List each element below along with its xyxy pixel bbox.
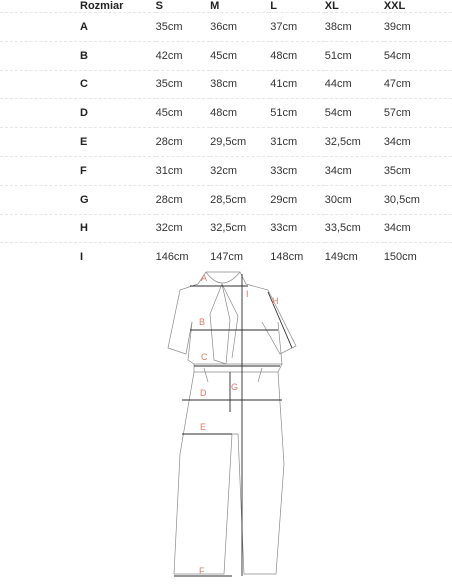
- cell-s: 146cm: [156, 243, 211, 271]
- table-row: [0, 70, 452, 99]
- cell-xxl: 34cm: [384, 128, 452, 157]
- column-header-l: L: [270, 0, 277, 12]
- cell-xl: 34cm: [325, 156, 384, 185]
- column-header-xxl: XXL: [383, 0, 406, 12]
- cell-xl: 44cm: [325, 70, 384, 99]
- table-row: [0, 128, 452, 157]
- garment-outline: [168, 272, 296, 574]
- cell-xl: 54cm: [325, 99, 384, 128]
- label-e: E: [200, 422, 207, 432]
- cell-m: 147cm: [210, 243, 270, 271]
- cell-xxl: 54cm: [384, 41, 452, 70]
- cell-xl: 51cm: [325, 41, 384, 70]
- cell-l: 31cm: [270, 128, 325, 157]
- dress-measurement-diagram: [0, 264, 452, 584]
- cell-s: 35cm: [156, 70, 211, 99]
- table-row: [0, 185, 452, 214]
- cell-s: 28cm: [156, 128, 211, 157]
- cell-m: 48cm: [210, 99, 270, 128]
- cell-m: 36cm: [210, 13, 270, 42]
- cell-l: 33cm: [270, 156, 325, 185]
- measurement-lines: [174, 274, 292, 576]
- cell-l: 48cm: [270, 41, 325, 70]
- table-row: [0, 41, 452, 70]
- cell-l: 37cm: [270, 13, 325, 42]
- cell-s: 31cm: [156, 156, 211, 185]
- cell-xxl: 35cm: [384, 156, 452, 185]
- row-measure-key: B: [0, 41, 156, 70]
- pocket-lines: [204, 368, 262, 382]
- cell-xl: 149cm: [325, 243, 384, 271]
- cell-l: 51cm: [270, 99, 325, 128]
- size-chart-table: [0, 0, 452, 271]
- waistband-outline: [194, 364, 282, 372]
- cell-s: 35cm: [156, 13, 211, 42]
- label-a: A: [201, 273, 208, 283]
- measurement-labels: [199, 273, 279, 576]
- cell-s: 32cm: [156, 214, 211, 243]
- cell-l: 148cm: [270, 243, 325, 271]
- table-row: [0, 13, 452, 42]
- cell-xxl: 39cm: [384, 13, 452, 42]
- left-sleeve-outline: [168, 284, 198, 354]
- cell-xl: 30cm: [325, 185, 384, 214]
- cell-m: 45cm: [210, 41, 270, 70]
- column-header-size: Rozmiar: [80, 0, 124, 12]
- right-sleeve-outline: [246, 284, 296, 354]
- cell-s: 28cm: [156, 185, 211, 214]
- right-leg-outline: [232, 372, 284, 574]
- row-measure-key: F: [0, 156, 156, 185]
- left-leg-outline: [174, 372, 232, 574]
- cell-m: 28,5cm: [210, 185, 270, 214]
- cell-s: 42cm: [156, 41, 211, 70]
- row-measure-key: I: [0, 243, 156, 271]
- cell-s: 45cm: [156, 99, 211, 128]
- table-row: [0, 156, 452, 185]
- label-h: H: [272, 296, 279, 306]
- cell-xl: 33,5cm: [325, 214, 384, 243]
- label-f: F: [199, 566, 205, 576]
- label-c: C: [201, 352, 208, 362]
- label-g: G: [231, 382, 239, 392]
- label-i: I: [246, 289, 249, 299]
- column-header-s: S: [155, 0, 163, 12]
- row-measure-key: C: [0, 70, 156, 99]
- table-row: [0, 214, 452, 243]
- cell-xxl: 57cm: [384, 99, 452, 128]
- cell-l: 41cm: [270, 70, 325, 99]
- cell-m: 32,5cm: [210, 214, 270, 243]
- cell-xxl: 47cm: [384, 70, 452, 99]
- cell-l: 29cm: [270, 185, 325, 214]
- row-measure-key: G: [0, 185, 156, 214]
- cell-xl: 38cm: [325, 13, 384, 42]
- cell-xxl: 150cm: [384, 243, 452, 271]
- cell-xxl: 30,5cm: [384, 185, 452, 214]
- cell-xxl: 34cm: [384, 214, 452, 243]
- cell-l: 33cm: [270, 214, 325, 243]
- neckline-curve: [206, 272, 240, 283]
- cell-m: 38cm: [210, 70, 270, 99]
- row-measure-key: H: [0, 214, 156, 243]
- row-measure-key: A: [0, 13, 156, 42]
- row-measure-key: E: [0, 128, 156, 157]
- label-b: B: [199, 317, 206, 327]
- table-row: [0, 99, 452, 128]
- cell-m: 32cm: [210, 156, 270, 185]
- tie-outline: [210, 284, 230, 364]
- row-measure-key: D: [0, 99, 156, 128]
- cell-m: 29,5cm: [210, 128, 270, 157]
- column-header-m: M: [210, 0, 220, 12]
- cell-xl: 32,5cm: [325, 128, 384, 157]
- column-header-xl: XL: [324, 0, 339, 12]
- table-header-row: [0, 0, 452, 13]
- label-d: D: [200, 388, 207, 398]
